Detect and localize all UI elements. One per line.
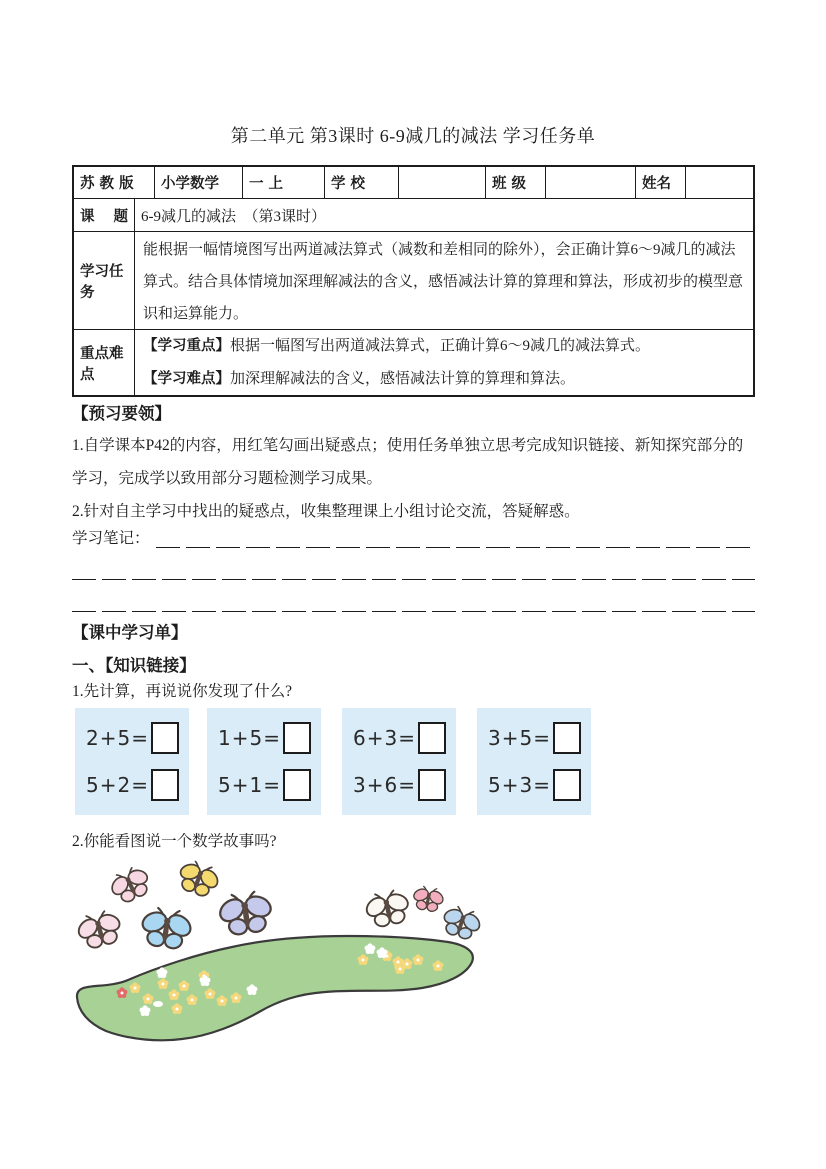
keypoints-label-cell: 重点难点 bbox=[80, 345, 124, 383]
class-label-cell: 班 级 bbox=[485, 167, 545, 198]
topic-row bbox=[74, 198, 753, 231]
answer-box[interactable] bbox=[553, 722, 581, 754]
subject-cell: 小学数学 bbox=[154, 167, 242, 198]
equation: 1+5= bbox=[218, 722, 321, 754]
equation: 5+1= bbox=[218, 769, 321, 801]
notes-writing-line[interactable] bbox=[72, 558, 755, 580]
page-title: 第二单元 第3课时 6-9减几的减法 学习任务单 bbox=[230, 126, 596, 146]
notes-writing-line[interactable] bbox=[72, 590, 755, 612]
worksheet-info-table bbox=[72, 165, 755, 397]
difficult-point-line: 【学习难点】加深理解减法的含义，感悟减法计算的算理和算法。 bbox=[143, 371, 576, 387]
keypoints-row bbox=[74, 329, 753, 395]
school-value-cell[interactable] bbox=[398, 167, 485, 198]
addition-cards-row bbox=[75, 708, 595, 815]
addition-card-4 bbox=[477, 708, 591, 815]
name-label-cell: 姓名 bbox=[635, 167, 685, 198]
table-header-row bbox=[74, 167, 753, 198]
butterfly-icon bbox=[105, 862, 157, 908]
butterfly-icon bbox=[409, 885, 447, 915]
name-value-cell[interactable] bbox=[685, 167, 753, 198]
answer-box[interactable] bbox=[283, 769, 311, 801]
task-value-cell: 能根据一幅情境图写出两道减法算式（减数和差相同的除外），会正确计算6～9减几的减法算式。结合具体情境加深理解减法的含义，感悟减法计算的算理和算法，形成初步的模型意识和运算能力。 bbox=[134, 232, 753, 329]
question-2: 2.你能看图说一个数学故事吗? bbox=[72, 833, 277, 850]
butterfly-icon bbox=[214, 889, 278, 939]
butterfly-icon bbox=[136, 906, 196, 953]
equation: 6+3= bbox=[353, 722, 456, 754]
butterfly-icon bbox=[72, 907, 127, 953]
meadow-butterflies-illustration bbox=[70, 853, 530, 1068]
study-notes-line bbox=[72, 526, 755, 548]
answer-box[interactable] bbox=[418, 722, 446, 754]
butterfly-icon bbox=[172, 857, 224, 902]
butterfly-icon bbox=[361, 887, 415, 931]
answer-box[interactable] bbox=[418, 769, 446, 801]
task-label-cell: 学习任务 bbox=[80, 263, 124, 301]
butterfly-icon bbox=[437, 903, 486, 945]
knowledge-link-heading: 一、【知识链接】 bbox=[72, 656, 196, 675]
notes-writing-line[interactable] bbox=[156, 526, 755, 548]
equation: 2+5= bbox=[86, 722, 189, 754]
class-value-cell[interactable] bbox=[545, 167, 635, 198]
publisher-cell: 苏 教 版 bbox=[80, 176, 134, 192]
preview-heading: 【预习要领】 bbox=[72, 404, 171, 423]
topic-label-cell: 课 题 bbox=[80, 208, 128, 225]
question-1: 1.先计算，再说说你发现了什么? bbox=[72, 683, 293, 700]
in-class-heading: 【课中学习单】 bbox=[72, 623, 188, 642]
answer-box[interactable] bbox=[553, 769, 581, 801]
answer-box[interactable] bbox=[283, 722, 311, 754]
study-notes-label: 学习笔记： bbox=[72, 530, 150, 547]
preview-item-2: 2.针对自主学习中找出的疑惑点，收集整理课上小组讨论交流，答疑解惑。 bbox=[72, 503, 580, 520]
keypoints-value-cell bbox=[134, 330, 753, 395]
preview-item-1: 1.自学课本P42的内容，用红笔勾画出疑惑点；使用任务单独立思考完成知识链接、新知探究部分的学习，完成学以致用部分习题检测学习成果。 bbox=[72, 437, 744, 487]
key-point-line: 【学习重点】根据一幅图写出两道减法算式，正确计算6～9减几的减法算式。 bbox=[143, 338, 651, 354]
addition-card-2 bbox=[207, 708, 321, 815]
answer-box[interactable] bbox=[151, 722, 179, 754]
grade-cell: 一 上 bbox=[242, 167, 324, 198]
answer-box[interactable] bbox=[151, 769, 179, 801]
school-label-cell: 学 校 bbox=[324, 167, 398, 198]
topic-value-cell: 6-9减几的减法 （第3课时） bbox=[134, 199, 753, 231]
equation: 5+3= bbox=[488, 769, 591, 801]
addition-card-1 bbox=[75, 708, 189, 815]
equation: 5+2= bbox=[86, 769, 189, 801]
equation: 3+6= bbox=[353, 769, 456, 801]
addition-card-3 bbox=[342, 708, 456, 815]
task-row bbox=[74, 231, 753, 329]
equation: 3+5= bbox=[488, 722, 591, 754]
